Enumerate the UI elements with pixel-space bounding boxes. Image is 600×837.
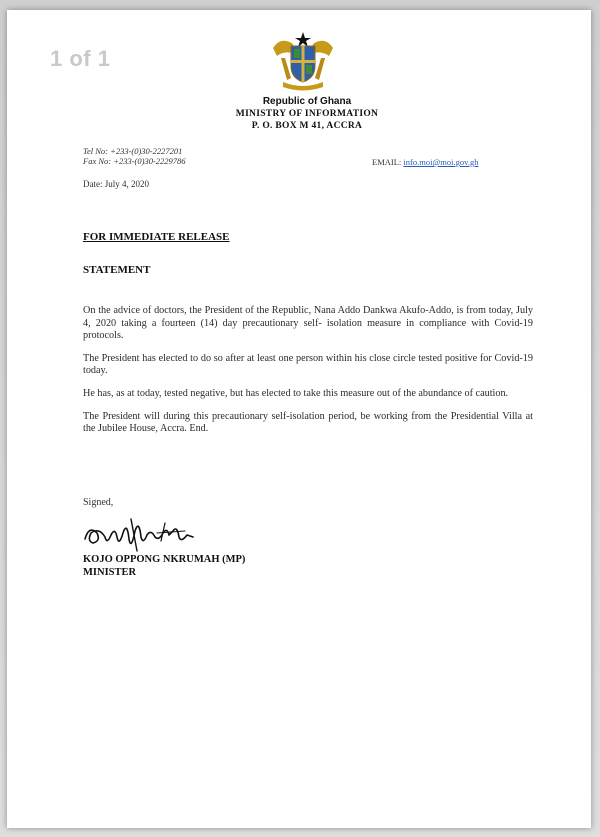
fax-number: Fax No: +233-(0)30-2229786	[83, 156, 186, 166]
paragraph: The President has elected to do so after at least one person within his close circle tested positive for Covid-19 today.	[83, 352, 533, 377]
email-link[interactable]: info.moi@moi.gov.gh	[403, 157, 479, 167]
statement-heading: STATEMENT	[83, 264, 151, 276]
letterhead	[177, 96, 437, 132]
ministry-name: MINISTRY OF INFORMATION	[235, 109, 379, 119]
coat-of-arms-icon	[267, 30, 339, 92]
paragraph: On the advice of doctors, the President of the Republic, Nana Addo Dankwa Akufo-Addo, is from today, July 4, 2020 taking a fourteen (14) day precautionary self- isolation measure in compliance with Covid-19 protocols.	[83, 305, 533, 342]
signer-name: KOJO OPPONG NKRUMAH (MP)	[83, 554, 246, 565]
paragraph: He has, as at today, tested negative, but has elected to take this measure out of the abundance of caution.	[83, 387, 509, 399]
po-box: P. O. BOX M 41, ACCRA	[251, 121, 363, 131]
statement-body	[83, 305, 533, 446]
release-heading: FOR IMMEDIATE RELEASE	[83, 231, 230, 243]
signer-title: MINISTER	[83, 567, 137, 578]
phone-fax-block	[83, 146, 186, 166]
tel-number: Tel No: +233-(0)30-2227201	[83, 146, 183, 156]
signer-block	[83, 553, 245, 579]
email-block	[372, 157, 478, 167]
signed-label: Signed,	[83, 497, 114, 508]
paragraph: The President will during this precautionary self-isolation period, be working from the Presidential Villa at the Jubilee House, Accra. End.	[83, 410, 533, 435]
email-label: EMAIL:	[372, 157, 402, 167]
document-page	[7, 10, 591, 828]
handwritten-signature-icon	[81, 511, 211, 553]
document-date: Date: July 4, 2020	[83, 179, 149, 189]
country-name: Republic of Ghana	[262, 96, 352, 107]
page-indicator: 1 of 1	[50, 46, 111, 71]
